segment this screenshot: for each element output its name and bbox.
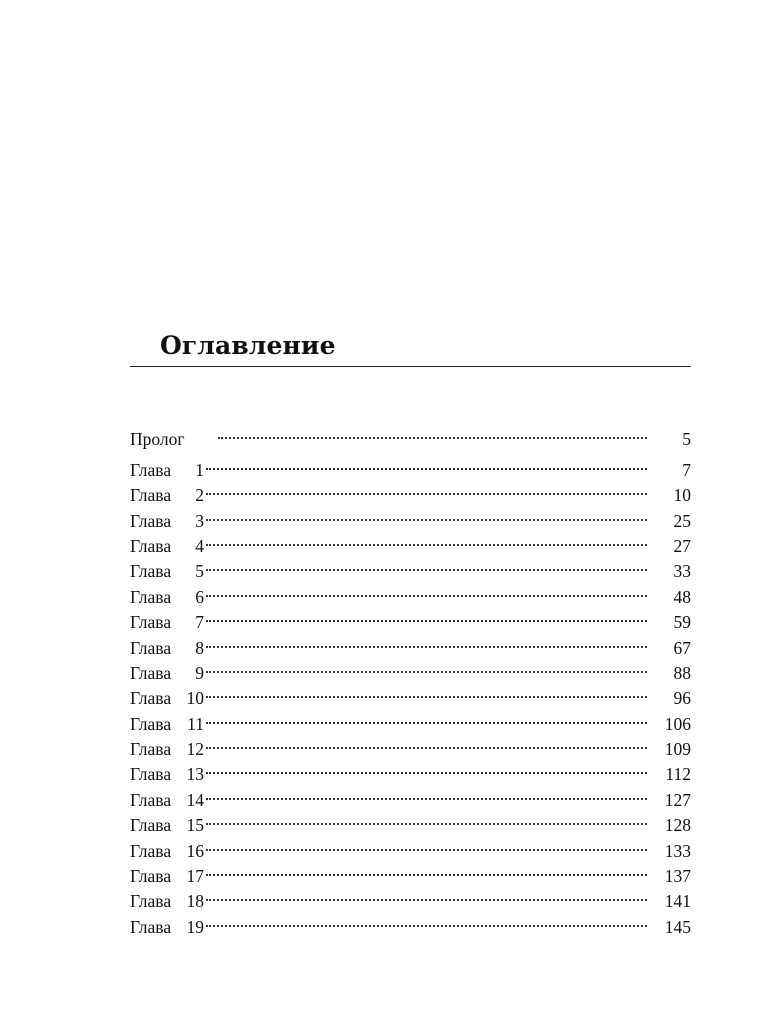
chapter-word: Глава <box>130 916 172 937</box>
chapter-word: Глава <box>130 688 172 709</box>
dot-leader <box>206 577 647 602</box>
chapter-word: Глава <box>130 662 172 683</box>
toc-entry-page: 5 <box>682 429 691 450</box>
toc-entry-label <box>130 509 206 534</box>
chapter-number: 11 <box>187 713 204 734</box>
chapter-word: Глава <box>130 789 172 810</box>
toc-entry-chapter[interactable] <box>130 603 691 633</box>
toc-entry-label <box>130 559 206 584</box>
chapter-word: Глава <box>130 866 172 887</box>
toc-entry-label <box>130 534 206 559</box>
toc-entry-label <box>130 839 206 864</box>
toc-entry-label <box>130 661 206 686</box>
toc-entry-label <box>130 864 206 889</box>
chapter-word: Глава <box>130 891 172 912</box>
toc-entry-label <box>130 458 206 483</box>
toc-entry-chapter[interactable] <box>130 907 691 937</box>
toc-entry-page: 10 <box>673 485 691 506</box>
chapter-word: Глава <box>130 485 172 506</box>
toc-entry-page: 33 <box>673 561 691 582</box>
toc-entry-prologue[interactable] <box>130 420 691 450</box>
toc-entry-page: 137 <box>664 866 691 887</box>
toc-entry-page: 25 <box>673 510 691 531</box>
toc-entry-chapter[interactable] <box>130 780 691 810</box>
toc-entry-page: 27 <box>673 535 691 556</box>
toc-entry-page: 141 <box>664 891 691 912</box>
dot-leader <box>206 501 647 526</box>
chapter-number: 18 <box>186 891 204 912</box>
chapter-number: 12 <box>186 739 204 760</box>
toc-entry-label <box>130 889 206 914</box>
chapter-number: 5 <box>195 561 204 582</box>
chapter-word: Глава <box>130 815 172 836</box>
dot-leader <box>206 552 647 577</box>
toc-entry-label <box>130 483 206 508</box>
chapter-word: Глава <box>130 840 172 861</box>
chapter-number: 15 <box>186 815 204 836</box>
dot-leader <box>206 704 647 729</box>
toc-entry-label <box>130 686 206 711</box>
chapter-number: 17 <box>186 866 204 887</box>
toc-entry-label <box>130 762 206 787</box>
toc-entry-label <box>130 915 206 940</box>
toc-entry-label <box>130 585 206 610</box>
dot-leader <box>206 527 647 552</box>
toc-entry-label <box>130 788 206 813</box>
toc-entry-page: 7 <box>682 459 691 480</box>
toc-entry-page: 127 <box>664 789 691 810</box>
toc-entry-chapter[interactable] <box>130 882 691 912</box>
toc-entry-page: 88 <box>673 662 691 683</box>
chapter-word: Глава <box>130 459 172 480</box>
dot-leader <box>206 907 647 932</box>
chapter-word: Глава <box>130 637 172 658</box>
toc-list <box>130 420 691 937</box>
dot-leader <box>206 450 647 475</box>
chapter-number: 7 <box>195 612 204 633</box>
chapter-word: Глава <box>130 535 172 556</box>
chapter-number: 13 <box>186 764 204 785</box>
toc-entry-chapter[interactable] <box>130 501 691 531</box>
dot-leader <box>206 730 647 755</box>
toc-entry-chapter[interactable] <box>130 527 691 556</box>
chapter-number: 6 <box>195 586 204 607</box>
toc-entry-chapter[interactable] <box>130 654 691 683</box>
dot-leader <box>206 857 647 882</box>
toc-entry-page: 128 <box>664 815 691 836</box>
toc-entry-label <box>130 712 206 737</box>
chapter-number: 10 <box>186 688 204 709</box>
chapter-word: Глава <box>130 510 172 531</box>
toc-entry-chapter[interactable] <box>130 577 691 607</box>
toc-entry-chapter[interactable] <box>130 704 691 734</box>
toc-entry-chapter[interactable] <box>130 628 691 658</box>
toc-entry-chapter[interactable] <box>130 450 691 480</box>
dot-leader <box>206 831 647 856</box>
dot-leader <box>206 603 647 628</box>
chapter-word: Глава <box>130 739 172 760</box>
chapter-number: 4 <box>195 535 204 556</box>
toc-entry-label <box>130 813 206 838</box>
toc-entry-page: 106 <box>664 713 691 734</box>
toc-entry-chapter[interactable] <box>130 476 691 506</box>
dot-leader <box>206 755 647 780</box>
chapter-number: 1 <box>195 459 204 480</box>
toc-entry-page: 112 <box>665 764 691 785</box>
chapter-word: Глава <box>130 586 172 607</box>
toc-entry-page: 133 <box>664 840 691 861</box>
toc-entry-chapter[interactable] <box>130 831 691 861</box>
toc-entry-page: 48 <box>673 586 691 607</box>
toc-entry-page: 59 <box>673 612 691 633</box>
chapter-number: 2 <box>195 485 204 506</box>
dot-leader <box>206 628 647 653</box>
dot-leader <box>206 806 647 831</box>
toc-entry-page: 67 <box>673 637 691 658</box>
toc-entry-page: 145 <box>664 916 691 937</box>
toc-entry-label <box>130 737 206 762</box>
toc-entry-chapter[interactable] <box>130 755 691 785</box>
chapter-number: 3 <box>195 510 204 531</box>
chapter-number: 8 <box>195 637 204 658</box>
toc-entry-page: 109 <box>664 739 691 760</box>
dot-leader <box>206 882 647 907</box>
toc-entry-chapter[interactable] <box>130 857 691 887</box>
toc-entry-chapter[interactable] <box>130 552 691 582</box>
chapter-number: 16 <box>186 840 204 861</box>
chapter-word: Глава <box>130 561 172 582</box>
toc-entry-page: 96 <box>673 688 691 709</box>
chapter-number: 19 <box>186 916 204 937</box>
chapter-word: Глава <box>130 764 172 785</box>
dot-leader <box>206 679 647 704</box>
toc-entry-label <box>130 636 206 661</box>
toc-entry-chapter[interactable] <box>130 730 691 760</box>
chapter-number: 9 <box>195 662 204 683</box>
chapter-word: Глава <box>130 713 172 734</box>
title-divider <box>130 366 691 367</box>
toc-entry-chapter[interactable] <box>130 806 691 836</box>
dot-leader <box>206 654 647 679</box>
dot-leader <box>206 780 647 805</box>
toc-entry-chapter[interactable] <box>130 679 691 709</box>
dot-leader <box>218 420 647 445</box>
toc-title: Оглавление <box>160 331 336 360</box>
chapter-word: Глава <box>130 612 172 633</box>
dot-leader <box>206 476 647 501</box>
toc-entry-label: Пролог <box>130 429 185 450</box>
chapter-number: 14 <box>186 789 204 810</box>
toc-entry-label <box>130 610 206 635</box>
